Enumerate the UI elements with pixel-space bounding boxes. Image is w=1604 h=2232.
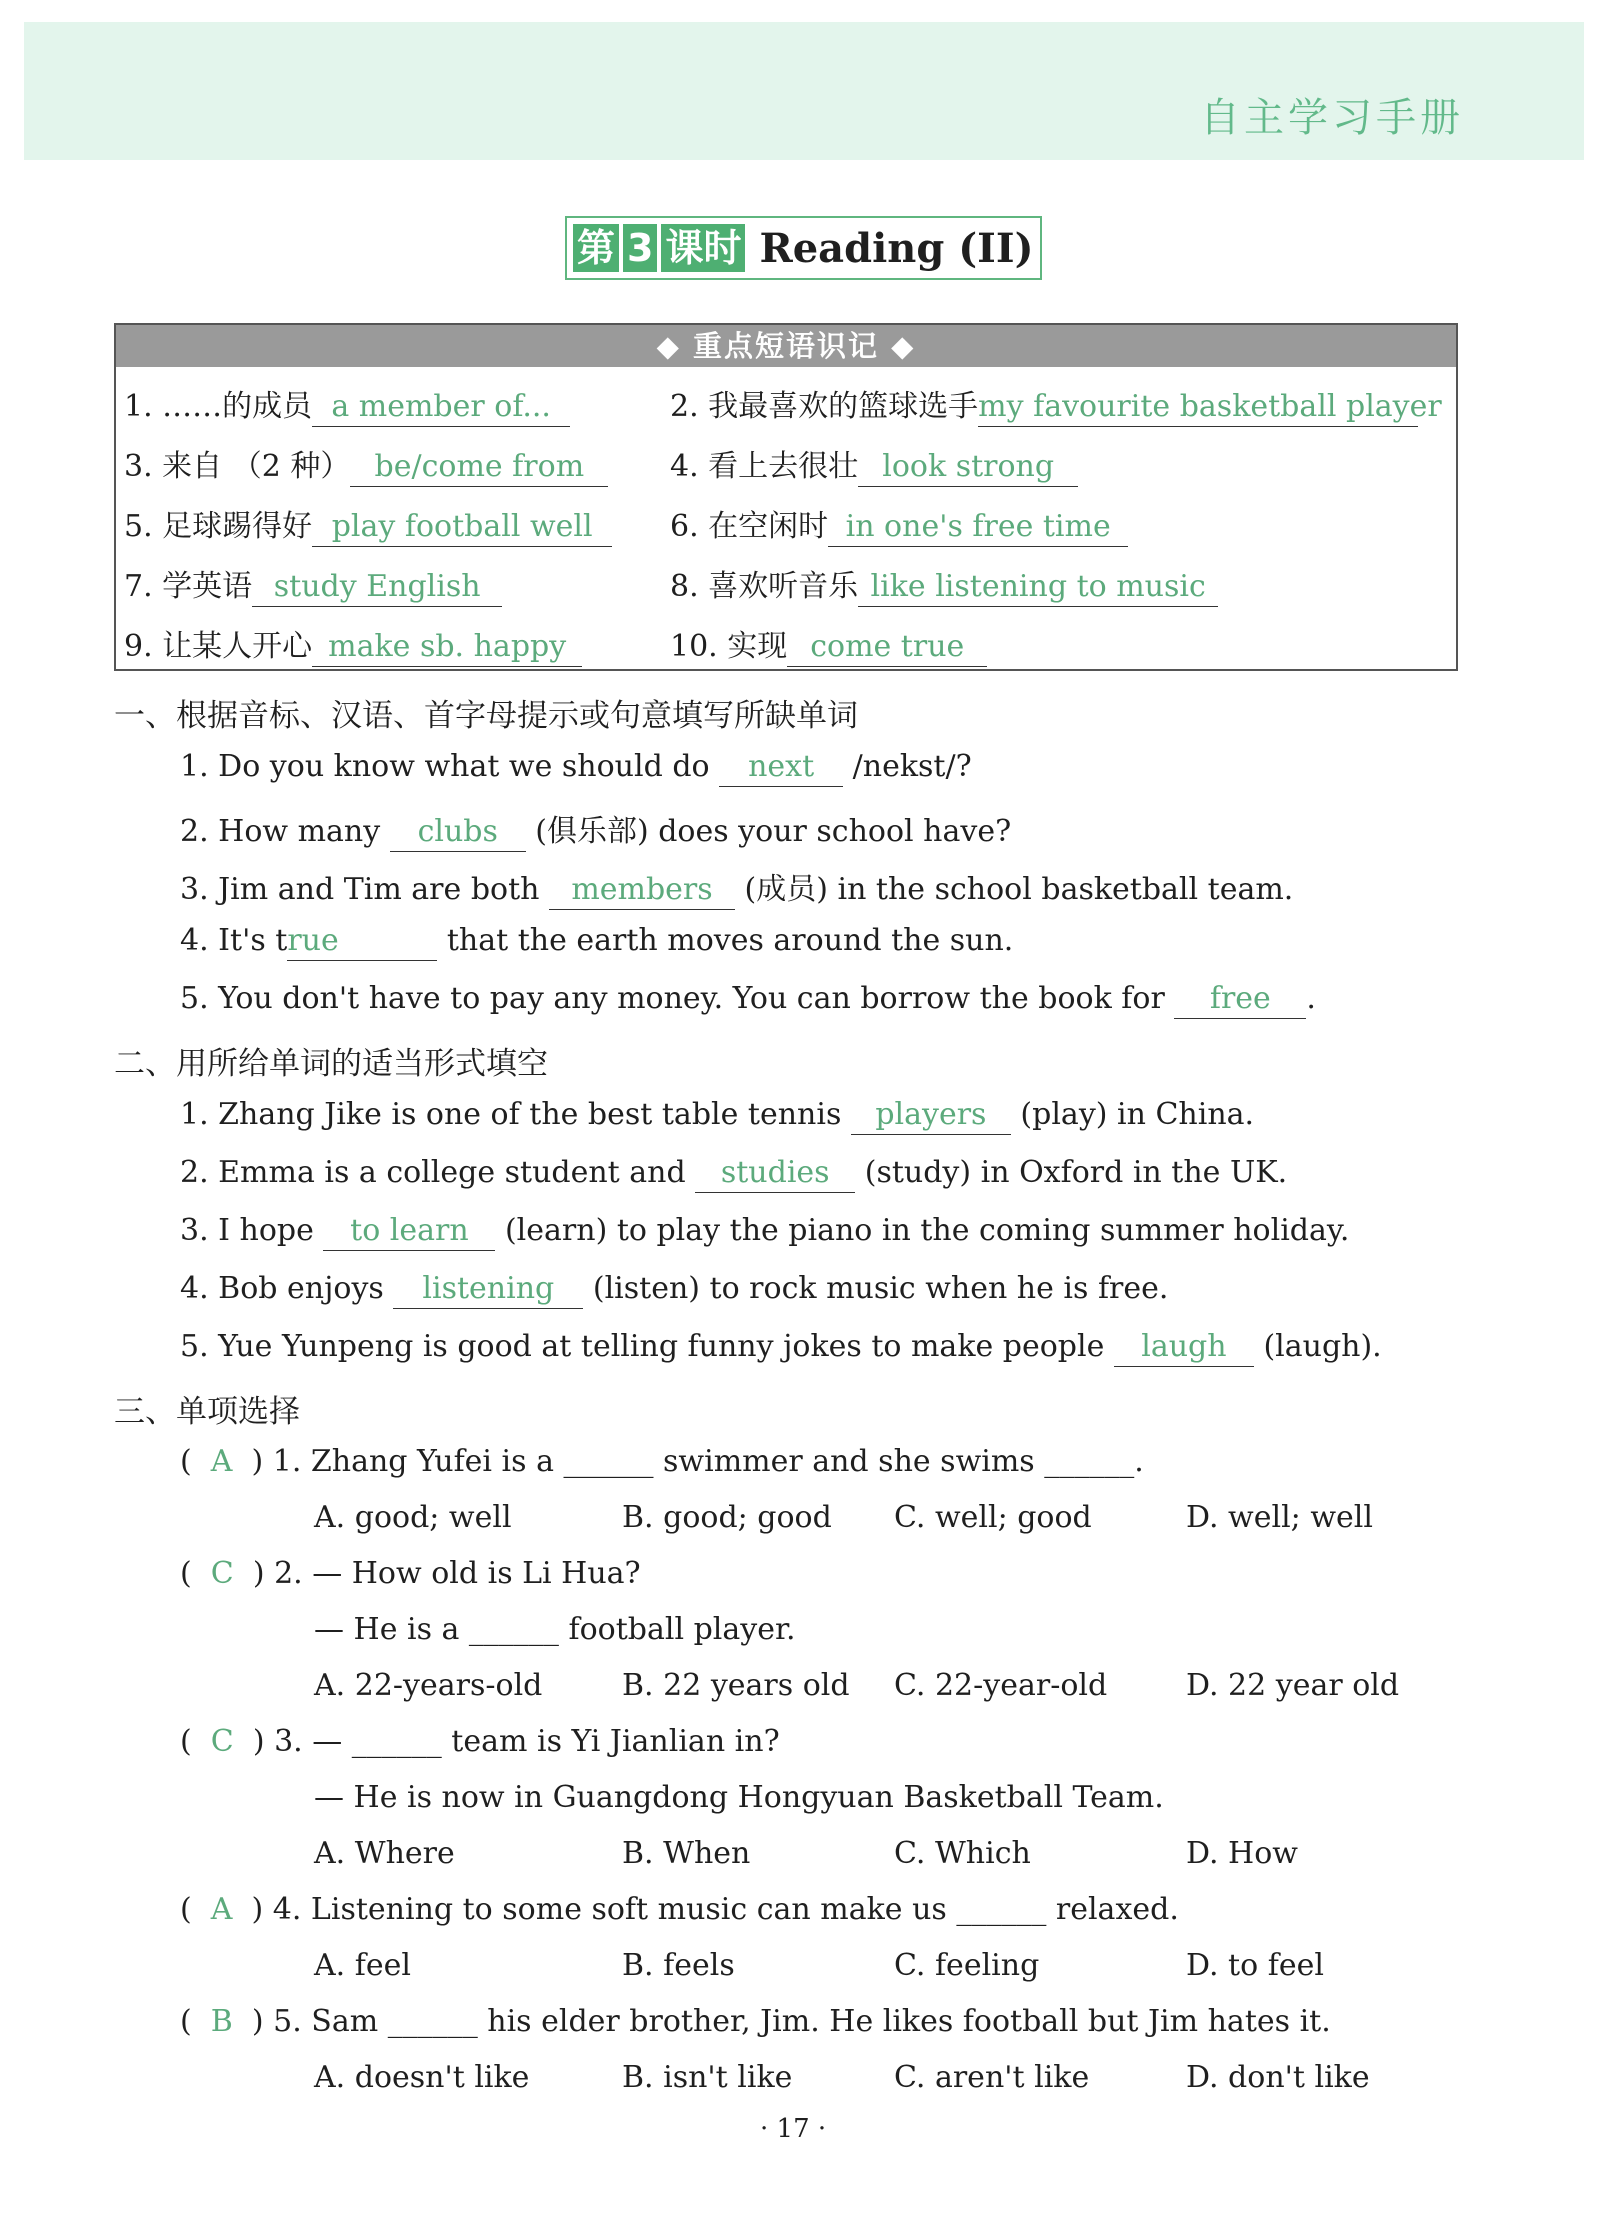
page-number: · 17 ·: [760, 2114, 827, 2144]
choice-question: ( A ) 4. Listening to some soft music can make us ______ relaxed.: [180, 1892, 1179, 1927]
question: 5. You don't have to pay any money. You can borrow the book for free .: [180, 980, 1316, 1019]
option: B. When: [622, 1836, 751, 1871]
phrase-item: 6. 在空闲时 in one's free time: [670, 501, 1128, 547]
option: A. feel: [314, 1948, 411, 1983]
phrase-item: 2. 我最喜欢的篮球选手my favourite basketball player: [670, 381, 1418, 427]
option: C. Which: [894, 1836, 1031, 1871]
question: 2. Emma is a college student and studies (study) in Oxford in the UK.: [180, 1154, 1287, 1193]
key-phrases-heading: ◆ 重点短语识记 ◆: [116, 325, 1456, 367]
question: 4. Bob enjoys listening (listen) to rock music when he is free.: [180, 1270, 1168, 1309]
phrase-item: 3. 来自 （2 种） be/come from: [124, 441, 608, 487]
choice-question: ( B ) 5. Sam ______ his elder brother, Jim. He likes football but Jim hates it.: [180, 2004, 1331, 2039]
question-dialogue: — He is now in Guangdong Hongyuan Basketball Team.: [314, 1780, 1164, 1815]
option: B. feels: [622, 1948, 735, 1983]
option: B. isn't like: [622, 2060, 793, 2095]
option: D. How: [1186, 1836, 1298, 1871]
option: B. 22 years old: [622, 1668, 850, 1703]
phrase-item: 1. ……的成员 a member of...: [124, 381, 570, 427]
header-title: 自主学习手册: [1200, 95, 1464, 141]
lesson-number: 3: [623, 224, 657, 272]
section-1-title: 一、根据音标、汉语、首字母提示或句意填写所缺单词: [114, 698, 858, 734]
question-dialogue: — He is a ______ football player.: [314, 1612, 796, 1647]
option: C. feeling: [894, 1948, 1040, 1983]
question: 3. I hope to learn (learn) to play the piano in the coming summer holiday.: [180, 1212, 1349, 1251]
choice-question: ( C ) 2. — How old is Li Hua?: [180, 1556, 641, 1591]
phrase-item: 8. 喜欢听音乐 like listening to music: [670, 561, 1218, 607]
option: C. well; good: [894, 1500, 1092, 1535]
key-phrases-box: [114, 323, 1458, 671]
question: 1. Zhang Jike is one of the best table tennis players (play) in China.: [180, 1096, 1254, 1135]
lesson-prefix: 第: [573, 224, 619, 272]
question: 4. It's true that the earth moves around the sun.: [180, 922, 1013, 961]
choice-question: ( C ) 3. — ______ team is Yi Jianlian in?: [180, 1724, 780, 1759]
lesson-name: Reading (II): [759, 224, 1034, 272]
question: 3. Jim and Tim are both members (成员) in the school basketball team.: [180, 864, 1293, 910]
question: 2. How many clubs (俱乐部) does your school have?: [180, 806, 1011, 852]
question: 5. Yue Yunpeng is good at telling funny jokes to make people laugh (laugh).: [180, 1328, 1382, 1367]
option: C. 22-year-old: [894, 1668, 1108, 1703]
option: B. good; good: [622, 1500, 832, 1535]
option: D. well; well: [1186, 1500, 1373, 1535]
phrase-item: 9. 让某人开心 make sb. happy: [124, 621, 582, 667]
option: D. to feel: [1186, 1948, 1324, 1983]
lesson-suffix: 课时: [661, 224, 745, 272]
choice-question: ( A ) 1. Zhang Yufei is a ______ swimmer and she swims ______.: [180, 1444, 1144, 1479]
option: A. 22-years-old: [314, 1668, 543, 1703]
option: C. aren't like: [894, 2060, 1090, 2095]
section-2-title: 二、用所给单词的适当形式填空: [114, 1046, 548, 1082]
phrase-item: 10. 实现 come true: [670, 621, 987, 667]
question: 1. Do you know what we should do next /nekst/?: [180, 748, 972, 787]
option: A. good; well: [314, 1500, 512, 1535]
lesson-title: [565, 216, 1042, 280]
option: D. 22 year old: [1186, 1668, 1400, 1703]
phrase-item: 4. 看上去很壮 look strong: [670, 441, 1078, 487]
option: D. don't like: [1186, 2060, 1370, 2095]
phrase-item: 7. 学英语 study English: [124, 561, 502, 607]
option: A. Where: [314, 1836, 455, 1871]
section-3-title: 三、单项选择: [114, 1394, 300, 1430]
phrase-item: 5. 足球踢得好 play football well: [124, 501, 612, 547]
option: A. doesn't like: [314, 2060, 530, 2095]
